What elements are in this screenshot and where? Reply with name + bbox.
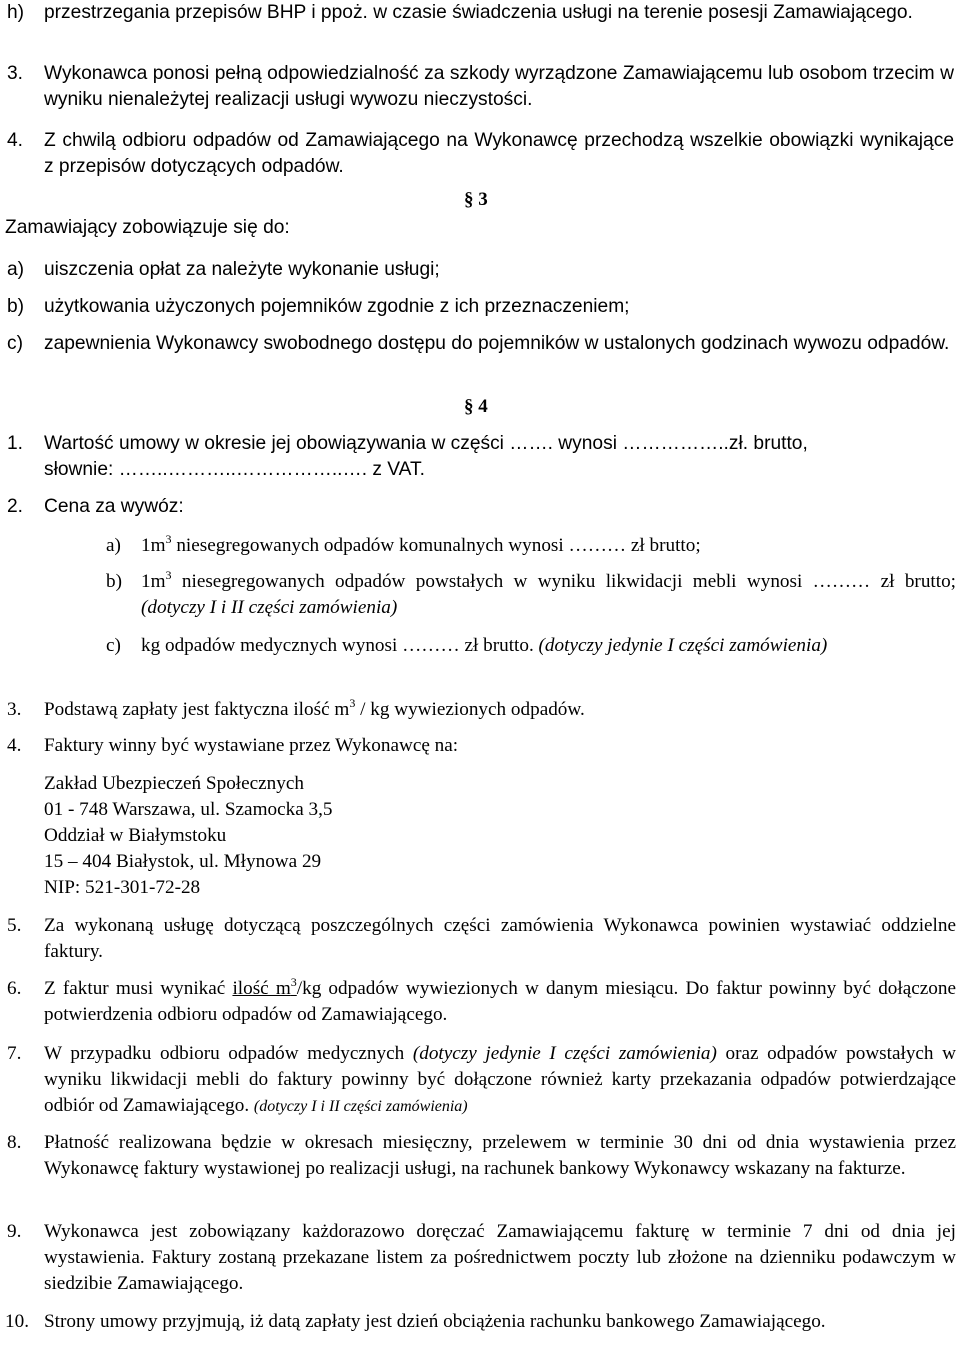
s4-label-2b: b) xyxy=(106,571,122,592)
s4-text-1-line1: Wartość umowy w okresie jej obowiązywania w części ……. wynosi ……………..zł. brutto, xyxy=(44,433,808,454)
address-line: Oddział w Białymstoku xyxy=(44,825,227,846)
item-text-3: Wykonawca ponosi pełną odpowiedzialność za szkody wyrządzone Zamawiającemu lub osobom trzecim w wyniku nienależytej realizacji usługi wywozu nieczystości. xyxy=(44,63,954,110)
s3-label-a: a) xyxy=(7,259,25,280)
s4-text-2c: kg odpadów medycznych wynosi ……… zł brutto. (dotyczy jedynie I części zamówienia) xyxy=(141,635,828,656)
s4-label-2a: a) xyxy=(106,535,121,556)
s4-label-10: 10. xyxy=(5,1311,29,1332)
address-line: Zakład Ubezpieczeń Społecznych xyxy=(44,773,304,794)
address-line: 15 – 404 Białystok, ul. Młynowa 29 xyxy=(44,851,322,872)
address-line: 01 - 748 Warszawa, ul. Szamocka 3,5 xyxy=(44,799,333,820)
s4-label-9: 9. xyxy=(7,1221,22,1242)
s4-label-5: 5. xyxy=(7,915,22,936)
s3-label-b: b) xyxy=(7,296,25,317)
s4-text-6: Z faktur musi wynikać ilość $m^3/kg$ odpadów wywiezionych w danym miesiącu. Do faktur powinny być dołączone potwierdzenia odbioru odpadów od Zamawiającego. xyxy=(44,975,956,1025)
s4-label-8: 8. xyxy=(7,1132,22,1153)
s4-label-2c: c) xyxy=(106,635,121,656)
item-text-4: Z chwilą odbioru odpadów od Zamawiającego na Wykonawcę przechodzą wszelkie obowiązki wynikające z przepisów dotyczących odpadów. xyxy=(44,130,954,177)
s3-label-c: c) xyxy=(7,333,23,354)
item-text-h: przestrzegania przepisów BHP i ppoż. w czasie świadczenia usługi na terenie posesji Zamawiającego. xyxy=(44,2,913,23)
s4-text-2b: $1m^3$ niesegregowanych odpadów powstałych w wyniku likwidacji mebli wynosi ……… zł brutto; (dotyczy I i II części zamówienia) xyxy=(141,568,956,618)
s4-label-6: 6. xyxy=(7,978,22,999)
s4-text-10: Strony umowy przyjmują, iż datą zapłaty jest dzień obciążenia rachunku bankowego Zamawiającego. xyxy=(44,1311,826,1332)
s4-text-1-line2: słownie: ……..………..……………..…. z VAT. xyxy=(44,459,425,480)
s4-label-1: 1. xyxy=(7,433,24,454)
section-3-heading: § 3 xyxy=(464,189,488,210)
s4-label-2: 2. xyxy=(7,496,24,517)
s3-text-b: użytkowania użyczonych pojemników zgodnie z ich przeznaczeniem; xyxy=(44,296,630,317)
s4-text-5: Za wykonaną usługę dotyczącą poszczególnych części zamówienia Wykonawca powinien wystawiać oddzielne faktury. xyxy=(44,915,956,962)
invoice-address xyxy=(44,771,333,901)
s4-text-3: Podstawą zapłaty jest faktyczna ilość $m^3$ / kg wywiezionych odpadów. xyxy=(44,696,585,720)
address-line: NIP: 521-301-72-28 xyxy=(44,877,201,898)
s4-text-8: Płatność realizowana będzie w okresach miesięczny, przelewem w terminie 30 dni od dnia wystawienia przez Wykonawcę faktury wystawionej po realizacji usługi, na rachunek bankowy Wykonawcy wskazany na fakturze. xyxy=(44,1132,956,1179)
item-label-4: 4. xyxy=(7,130,24,151)
s4-label-4: 4. xyxy=(7,735,22,756)
section-3-intro: Zamawiający zobowiązuje się do: xyxy=(5,217,290,238)
s4-text-2a: $1m^3$ niesegregowanych odpadów komunalnych wynosi ……… zł brutto; xyxy=(141,532,701,556)
section-4-heading: § 4 xyxy=(464,396,488,417)
s4-text-2: Cena za wywóz: xyxy=(44,496,184,517)
s4-label-7: 7. xyxy=(7,1043,22,1064)
item-label-h: h) xyxy=(7,2,25,23)
s4-text-4: Faktury winny być wystawiane przez Wykonawcę na: xyxy=(44,735,459,756)
s3-text-c: zapewnienia Wykonawcy swobodnego dostępu do pojemników w ustalonych godzinach wywozu odpadów. xyxy=(44,333,950,354)
item-label-3: 3. xyxy=(7,63,24,84)
s3-text-a: uiszczenia opłat za należyte wykonanie usługi; xyxy=(44,259,440,280)
s4-label-3: 3. xyxy=(7,699,22,720)
s4-text-9: Wykonawca jest zobowiązany każdorazowo doręczać Zamawiającemu fakturę w terminie 7 dni od dnia jej wystawienia. Faktury zostaną przekazane listem za pośrednictwem poczty lub złożone na dzienniku podawczym w siedzibie Zamawiającego. xyxy=(44,1221,956,1294)
s4-text-7: W przypadku odbioru odpadów medycznych (dotyczy jedynie I części zamówienia) oraz odpadów powstałych w wyniku likwidacji mebli do faktury powinny być dołączone również karty przekazania odpadów potwierdzające odbiór od Zamawiającego. (dotyczy I i II części zamówienia) xyxy=(44,1043,957,1116)
